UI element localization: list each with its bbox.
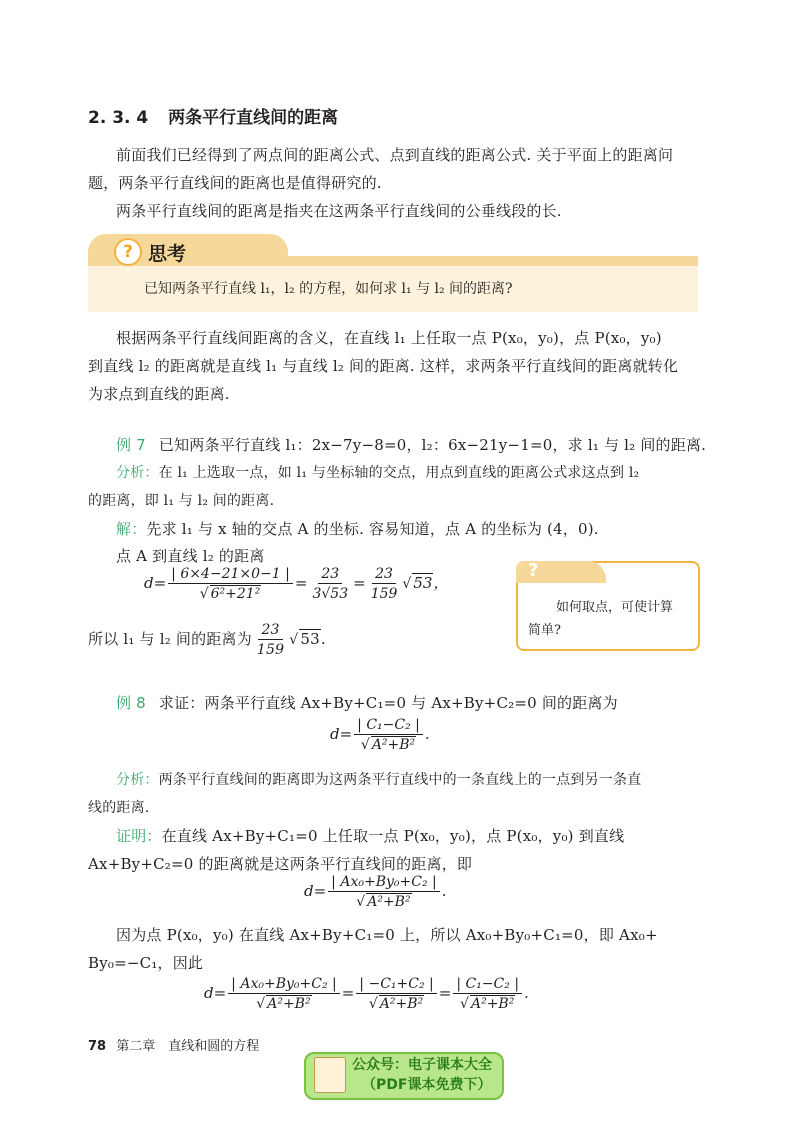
section-heading	[88, 103, 338, 128]
example-8-analysis-cont: 线的距离.	[88, 800, 150, 816]
think-title: 思考	[148, 243, 187, 265]
example-7-formula: d= $\frac{| 6\times 4-21\times 0-1 |}{\text{√ 6²+21²}}$ = $\frac{23}{3√53}$ = $\frac{23}{159}$ √ 53，	[144, 566, 449, 602]
because-line-1: 因为点 P(x₀，y₀) 在直线 Ax+By+C₁=0 上，所以 Ax₀+By₀+C₁=0，即 Ax₀+	[116, 926, 658, 944]
example-8-formula: d= $\frac{\text{| C₁−C₂ |}}{\text{√ A²+B²}}$ .	[330, 717, 430, 753]
because-line-2: By₀=−C₁，因此	[88, 954, 204, 972]
example-8	[116, 689, 618, 717]
badge-line-1: 公众号：电子课本大全	[352, 1057, 492, 1073]
page-number: 78	[88, 1039, 107, 1054]
example-7-label: 例 7	[116, 436, 146, 454]
solution-label: 解：	[116, 520, 147, 538]
example-7-analysis-cont: 的距离，即 l₁ 与 l₂ 间的距离.	[88, 493, 275, 509]
fraction-1: $\frac{| 6\times 4-21\times 0-1 |}{\text{√ 6²+21²}}$	[168, 566, 293, 602]
section-title: 两条平行直线间的距离	[168, 108, 339, 128]
example-8-analysis: 分析：两条平行直线间的距离即为这两条平行直线中的一条直线上的一点到另一条直	[116, 772, 642, 788]
example-7-solution	[116, 515, 599, 543]
section-number: 2. 3. 4	[88, 108, 149, 128]
think-body-text: 已知两条平行直线 l₁，l₂ 的方程，如何求 l₁ 与 l₂ 间的距离?	[144, 281, 513, 297]
body-line-3: 为求点到直线的距离.	[88, 385, 230, 403]
analysis-text: 在 l₁ 上选取一点，如 l₁ 与坐标轴的交点，用点到直线的距离公式求这点到 l₂	[158, 465, 640, 481]
example-8-proof: 证明：在直线 Ax+By+C₁=0 上任取一点 P(x₀，y₀)，点 P(x₀，y₀) 到直线	[116, 827, 625, 845]
fraction-3: $\frac{23}{159}$	[370, 566, 398, 602]
solution-line-2: 点 A 到直线 l₂ 的距离	[116, 547, 265, 565]
intro-line-2: 题，两条平行直线间的距离也是值得研究的.	[88, 174, 382, 192]
body-line-1: 根据两条平行直线间距离的含义，在直线 l₁ 上任取一点 P(x₀，y₀)，点 P(x₀，y₀)	[116, 329, 662, 347]
proof-formula-2: d= $\frac{\text{| Ax₀+By₀+C₂ |}}{\text{√ A²+B²}}$ = $\frac{\text{| −C₁+C₂ |}}{\text{√ A²+B²}}$ = $\frac{\text{| C₁−C₂ |}}{\text{√ A²+B²}}$ .	[204, 976, 529, 1012]
solution-text: 先求 l₁ 与 x 轴的交点 A 的坐标. 容易知道，点 A 的坐标为 (4，0).	[146, 520, 599, 538]
example-8-statement: 求证：两条平行直线 Ax+By+C₁=0 与 Ax+By+C₂=0 间的距离为	[158, 694, 618, 712]
fraction-2: $\frac{23}{3√53}$	[312, 566, 349, 602]
question-icon: ?	[114, 238, 142, 266]
example-7-statement: 已知两条平行直线 l₁：2x−7y−8=0，l₂：6x−21y−1=0，求 l₁ 与 l₂ 间的距离.	[158, 436, 707, 454]
badge-line-2: （PDF课本免费下）	[362, 1077, 492, 1093]
book-icon	[314, 1057, 346, 1093]
body-line-2: 到直线 l₂ 的距离就是直线 l₁ 与直线 l₂ 间的距离. 这样，求两条平行直线间的距离就转化	[88, 357, 679, 375]
page-footer	[88, 1035, 259, 1054]
side-question-icon: ?	[528, 560, 539, 581]
proof-formula-1: d= $\frac{\text{| Ax₀+By₀+C₂ |}}{\text{√ A²+B²}}$ .	[304, 874, 447, 910]
analysis-label: 分析：	[116, 465, 159, 481]
chapter-title: 第二章 直线和圆的方程	[116, 1039, 260, 1054]
example-7-conclusion: 所以 l₁ 与 l₂ 间的距离为 $\frac{23}{159}$ √ 53.	[88, 622, 326, 658]
example-7-analysis	[116, 459, 639, 487]
formula-d: d=	[144, 574, 167, 592]
side-note-line-1: 如何取点，可使计算	[556, 600, 674, 615]
example-8-label: 例 8	[116, 694, 146, 712]
intro-line-1: 前面我们已经得到了两点间的距离公式、点到直线的距离公式. 关于平面上的距离问	[116, 146, 674, 164]
side-note-line-2: 简单?	[528, 623, 561, 638]
intro-line-3: 两条平行直线间的距离是指夹在这两条平行直线间的公垂线段的长.	[116, 202, 562, 220]
example-8-proof-cont: Ax+By+C₂=0 的距离就是这两条平行直线间的距离，即	[88, 855, 473, 873]
example-7	[116, 431, 706, 459]
